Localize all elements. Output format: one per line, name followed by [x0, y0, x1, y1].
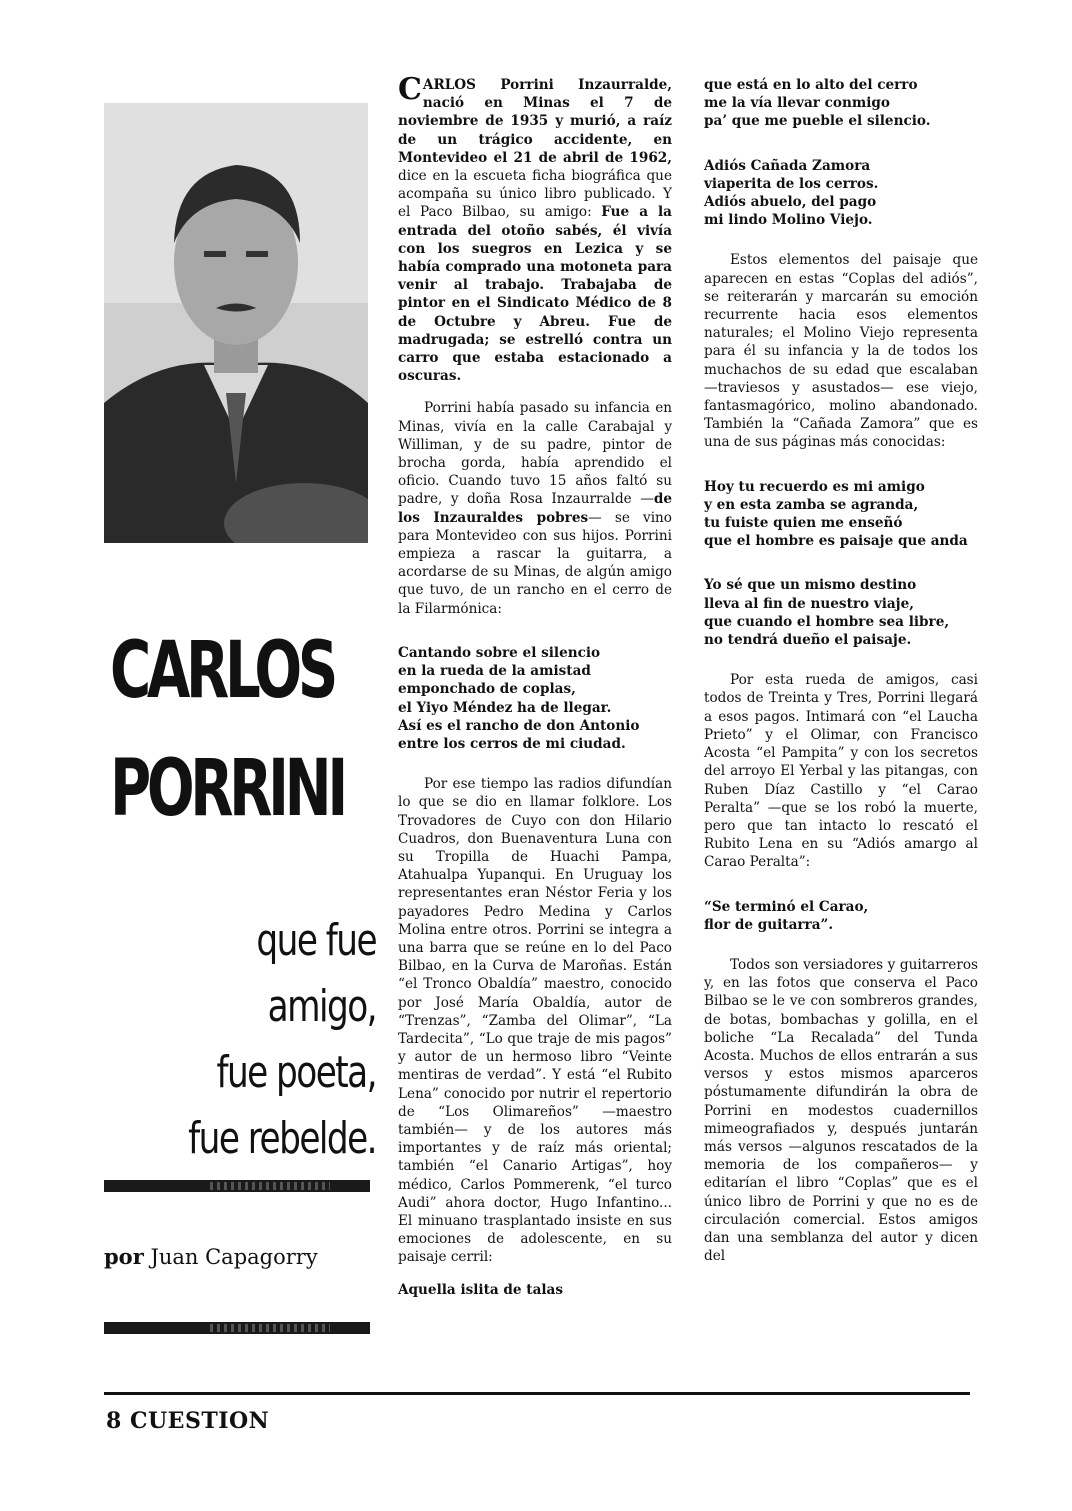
subtitle-line-1: que fue amigo,	[256, 915, 376, 1032]
byline-author: Juan Capagorry	[150, 1245, 318, 1269]
portrait-illustration	[104, 103, 368, 543]
verse-line: emponchado de coplas,	[398, 681, 576, 698]
decorative-rule-bottom	[104, 1322, 370, 1334]
subtitle-line-2: fue poeta,	[216, 1047, 376, 1098]
magazine-name: CUESTION	[129, 1408, 270, 1434]
headline-line-2: PORRINI	[110, 744, 344, 834]
verse-line: que el hombre es paisaje que anda	[704, 533, 968, 550]
verse-line: flor de guitarra”.	[704, 916, 834, 933]
decorative-rule-top	[104, 1180, 370, 1192]
article-column-1	[398, 72, 672, 1321]
verse-line: que está en lo alto del cerro	[704, 77, 918, 93]
verse-line: tu fuiste quien me enseñó	[704, 515, 903, 532]
verse-2-start	[398, 1281, 672, 1299]
paragraph-2	[398, 399, 672, 617]
paragraph-6: Todos son versiadores y guitarreros y, en las fotos que conserva el Paco Bilbao se le ve con sombreros grandes, de botas, bombachas y golilla, en el boliche “La Recalada” del Tunda Acosta. Muchos de ellos entrarán a sus versos y estos mismos aparceros póstumamente difundirán la obra de Porrini en modestos cuadernillos mimeografiados y, después juntarán más versos —algunos rescatados de la memoria de los compañeros— y editarían el libro “Coplas” que es el único libro de Porrini y que no es de circulación comercial. Estos amigos dan una semblanza del autor y dicen del	[704, 956, 978, 1265]
verse-line: viaperita de los cerros.	[704, 175, 879, 192]
paragraph-1	[398, 72, 672, 385]
verse-6	[704, 898, 978, 934]
verse-line: me la vía llevar conmigo	[704, 95, 890, 112]
verse-line: que cuando el hombre sea libre,	[704, 613, 950, 630]
verse-line: el Yiyo Méndez ha de llegar.	[398, 699, 612, 716]
verse-line: Adiós Cañada Zamora	[704, 157, 871, 174]
subtitle	[114, 908, 376, 1172]
page-footer	[106, 1408, 269, 1434]
paragraph-1-text: dice en la escueta ficha biográfica que acompaña su único libro publicado. Y el Paco Bilbao, su amigo:	[398, 168, 672, 221]
byline-por: por	[104, 1244, 144, 1269]
verse-line: no tendrá dueño el paisaje.	[704, 632, 912, 649]
verse-3	[704, 157, 978, 230]
footer-rule	[104, 1392, 970, 1395]
verse-5	[704, 576, 978, 649]
verse-line: Cantando sobre el silencio	[398, 644, 601, 661]
drop-cap: C	[398, 72, 422, 107]
verse-line: entre los cerros de mi ciudad.	[398, 735, 626, 752]
verse-line: Así es el rancho de don Antonio	[398, 717, 640, 734]
verse-line: mi lindo Molino Viejo.	[704, 212, 873, 229]
portrait-photo	[104, 103, 368, 543]
verse-1	[398, 644, 672, 753]
page-number: 8	[106, 1408, 122, 1434]
paragraph-2-text: Porrini había pasado su infancia en Minas, vivía en la calle Carabajal y Williman, y de su padre, pintor de brocha gorda, había aprendido el oficio. Cuando tuvo 15 años faltó su padre, y doña Rosa Inzaurralde —	[398, 400, 672, 508]
verse-4	[704, 478, 978, 551]
byline	[104, 1244, 370, 1269]
paragraph-4: Estos elementos del paisaje que aparecen en estas “Coplas del adiós”, se reiterarán y marcarán su emoción recurrente hacia esos elementos naturales; el Molino Viejo representa para él su infancia y la de todos los muchachos de su edad que escalaban —traviesos y asustados— ese viejo, fantasmagórico, molino abandonado. También la “Cañada Zamora” que es una de sus páginas más conocidas:	[704, 252, 978, 451]
verse-line: pa’ que me pueble el silencio.	[704, 113, 931, 130]
verse-line: en la rueda de la amistad	[398, 663, 591, 680]
verse-line: lleva al fin de nuestro viaje,	[704, 595, 914, 612]
paragraph-2-rest: — se vino para Montevideo con sus hijos. Porrini empieza a rascar la guitarra, a acordarse de su Minas, de algún amigo que tuvo, de un rancho en el cerro de la Filarmónica:	[398, 509, 672, 617]
article-column-2	[704, 76, 978, 1279]
verse-line: Aquella islita de talas	[398, 1281, 564, 1298]
headline-line-1: CARLOS	[110, 626, 334, 716]
headline	[110, 612, 344, 848]
verse-line: y en esta zamba se agranda,	[704, 496, 919, 513]
paragraph-2-bold: de los Inzauraldes pobres	[398, 491, 672, 526]
verse-line: Yo sé que un mismo destino	[704, 577, 917, 594]
paragraph-3: Por ese tiempo las radios difundían lo que se dio en llamar folklore. Los Trovadores de Cuyo con don Hilario Cuadros, don Buenaventura Luna con su Tropilla de Huachi Pampa, Atahualpa Yupanqui. En Uruguay los representantes eran Néstor Feria y los payadores Pedro Medina y Carlos Molina entre otros. Porrini se integra a una barra que se reúne en lo del Paco Bilbao, en la Curva de Maroñas. Están “el Tronco Obaldía” maestro, conocido por José María Obaldía, autor de “Trenzas”, “Zamba del Olimar”, “La Tardecita”, “Lo que traje de mis pagos” y autor de un hermoso libro “Veinte mentiras de verdad”. Y está “el Rubito Lena” conocido por nutrir el repertorio de “Los Olimareños” —maestro también— y de los autores más importantes y de raíz más oriental; también “el Canario Artigas”, hoy médico, Carlos Pommerenk, “el turco Audi” ahora doctor, Hugo Infantino... El minuano trasplantado insiste en sus emociones de adolescente, en su paisaje cerril:	[398, 776, 672, 1266]
paragraph-5: Por esta rueda de amigos, casi todos de Treinta y Tres, Porrini llegará a esos pagos. Intimará con “el Laucha Prieto” y el Olimar, con Francisco Acosta “el Pampita” y con los secretos del arroyo El Yerbal y las pitangas, con Ruben Díaz Castillo y “el Carao Peralta” —que se los robó la muerte, pero que tan intacto lo rescató el Rubito Lena en su “Adiós amargo al Carao Peralta”:	[704, 672, 978, 871]
paragraph-1-quote: Fue a la entrada del otoño sabés, él vivía con los suegros en Lezica y se había comprado una motoneta para venir al trabajo. Trabajaba de pintor en el Sindicato Médico de 8 de Octubre y Abreu. Fue de madrugada; se estrelló contra un carro que estaba estacionado a oscuras.	[398, 204, 672, 385]
verse-line: Hoy tu recuerdo es mi amigo	[704, 478, 925, 495]
paragraph-1-bold-lead: ARLOS Porrini Inzaurralde, nació en Minas el 7 de noviembre de 1935 y murió, a raíz de un trágico accidente, en Montevideo el 21 de abril de 1962,	[398, 77, 672, 166]
verse-line: Adiós abuelo, del pago	[704, 194, 877, 211]
subtitle-line-3: fue rebelde.	[188, 1113, 376, 1164]
verse-2-continued	[704, 76, 978, 131]
verse-line: “Se terminó el Carao,	[704, 898, 869, 915]
